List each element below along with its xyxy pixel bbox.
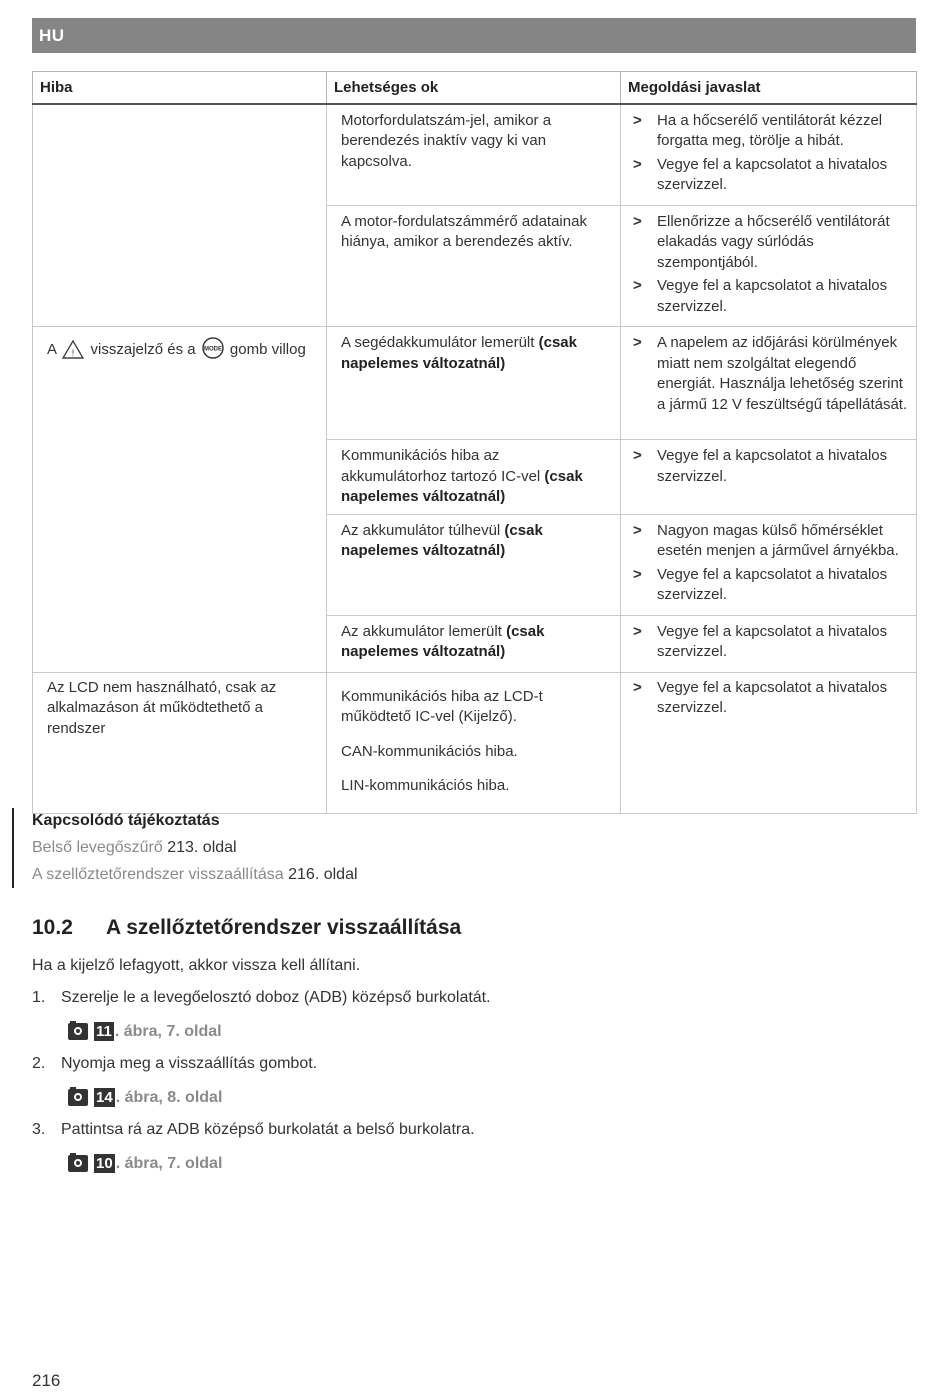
- cause-text: A motor-fordulatszámmérő adatainak hiánya, amikor a berendezés aktív.: [341, 212, 587, 250]
- table-row: [33, 615, 917, 672]
- arrow-icon: >: [633, 521, 642, 539]
- solution-item: > Vegye fel a kapcsolatot a hivatalos szervizzel.: [633, 446, 908, 487]
- arrow-icon: >: [633, 334, 642, 351]
- figure-reference[interactable]: 10 . ábra, 7. oldal: [68, 1154, 222, 1173]
- arrow-icon: >: [633, 447, 642, 464]
- svg-text:!: !: [72, 348, 75, 358]
- error-cell: Az LCD nem használható, csak az alkalmazáson át működtethető a rendszer: [33, 672, 327, 813]
- section-title: 10.2 A szellőztetőrendszer visszaállítása: [32, 916, 462, 939]
- table-row: [33, 205, 917, 327]
- related-link[interactable]: A szellőztetőrendszer visszaállítása 216. oldal: [32, 866, 358, 883]
- cause-cell: A segédakkumulátor lemerült (csak napelemes változatnál): [327, 327, 621, 440]
- arrow-icon: >: [633, 155, 642, 173]
- solution-cell: [621, 672, 917, 813]
- solution-item: > Ellenőrizze a hőcserélő ventilátorát elakadás vagy súrlódás szempontjából.: [633, 212, 908, 274]
- arrow-icon: >: [633, 277, 642, 294]
- arrow-icon: >: [633, 622, 642, 640]
- error-cell: [33, 615, 327, 672]
- cause-cell: [327, 104, 621, 206]
- camera-icon: [68, 1155, 88, 1172]
- table-row: [33, 672, 917, 813]
- solution-item: > Vegye fel a kapcsolatot a hivatalos szervizzel.: [633, 622, 908, 663]
- cause-text: Motorfordulatszám-jel, amikor a berendezés inaktív vagy ki van kapcsolva.: [341, 111, 552, 170]
- error-cell: [33, 104, 327, 206]
- solution-item: > Nagyon magas külső hőmérséklet esetén menjen a járművel árnyékba.: [633, 521, 908, 562]
- cause-cell: Az akkumulátor túlhevül (csak napelemes változatnál): [327, 514, 621, 615]
- cause-cell: Az akkumulátor lemerült (csak napelemes változatnál): [327, 615, 621, 672]
- column-header-solution: Megoldási javaslat: [621, 72, 917, 104]
- column-header-cause: Lehetséges ok: [327, 72, 621, 104]
- language-header-bar: [32, 18, 916, 53]
- table-header-row: [33, 72, 917, 104]
- error-cell: [33, 205, 327, 327]
- step-item: 2. Nyomja meg a visszaállítás gombot.: [32, 1055, 318, 1072]
- mode-button-icon: [202, 337, 224, 359]
- language-code: HU: [39, 26, 65, 45]
- related-link[interactable]: Belső levegőszűrő 213. oldal: [32, 839, 237, 856]
- column-header-error: Hiba: [33, 72, 327, 104]
- table-row: [33, 514, 917, 615]
- error-cell: [33, 440, 327, 515]
- section-intro: Ha a kijelző lefagyott, akkor vissza kell állítani.: [32, 957, 361, 974]
- related-info-box: [12, 808, 358, 888]
- solution-item: > A napelem az időjárási körülmények miatt nem szolgáltat elegendő energiát. Használja lehetőség szerint a jármű 12 V feszültségű tápellátását.: [633, 333, 908, 415]
- camera-icon: [68, 1089, 88, 1106]
- solution-cell: [621, 514, 917, 615]
- table-row: [33, 440, 917, 515]
- troubleshooting-table: [32, 71, 917, 814]
- solution-cell: [621, 205, 917, 327]
- error-cell: [33, 514, 327, 615]
- arrow-icon: >: [633, 678, 642, 696]
- svg-text:MODE: MODE: [203, 346, 222, 353]
- table-row: [33, 104, 917, 206]
- solution-cell: [621, 615, 917, 672]
- solution-item: > Vegye fel a kapcsolatot a hivatalos szervizzel.: [633, 155, 908, 196]
- solution-cell: [621, 327, 917, 440]
- cause-cell: [327, 205, 621, 327]
- solution-item: > Vegye fel a kapcsolatot a hivatalos szervizzel.: [633, 276, 908, 317]
- page-number: 216: [32, 1371, 61, 1390]
- solution-cell: [621, 104, 917, 206]
- error-cell: A ! visszajelző és a MODE gomb villog: [33, 327, 327, 440]
- figure-reference[interactable]: 14 . ábra, 8. oldal: [68, 1088, 222, 1107]
- solution-cell: [621, 440, 917, 515]
- arrow-icon: >: [633, 565, 642, 583]
- arrow-icon: >: [633, 212, 642, 230]
- warning-icon: [62, 340, 84, 359]
- figure-reference[interactable]: 11 . ábra, 7. oldal: [68, 1022, 222, 1041]
- step-item: 1. Szerelje le a levegőelosztó doboz (ADB) középső burkolatát.: [32, 989, 491, 1006]
- solution-item: > Vegye fel a kapcsolatot a hivatalos szervizzel.: [633, 565, 908, 606]
- table-row: [33, 327, 917, 440]
- step-item: 3. Pattintsa rá az ADB középső burkolatát a belső burkolatra.: [32, 1121, 475, 1138]
- cause-cell: Kommunikációs hiba az LCD-t működtető IC-vel (Kijelző). CAN-kommunikációs hiba. LIN-kommunikációs hiba.: [327, 672, 621, 813]
- solution-item: > Ha a hőcserélő ventilátorát kézzel forgatta meg, törölje a hibát.: [633, 111, 908, 152]
- camera-icon: [68, 1023, 88, 1040]
- solution-item: > Vegye fel a kapcsolatot a hivatalos szervizzel.: [633, 678, 908, 719]
- arrow-icon: >: [633, 111, 642, 129]
- related-heading: Kapcsolódó tájékoztatás: [32, 812, 220, 829]
- cause-cell: Kommunikációs hiba az akkumulátorhoz tartozó IC-vel (csak napelemes változatnál): [327, 440, 621, 515]
